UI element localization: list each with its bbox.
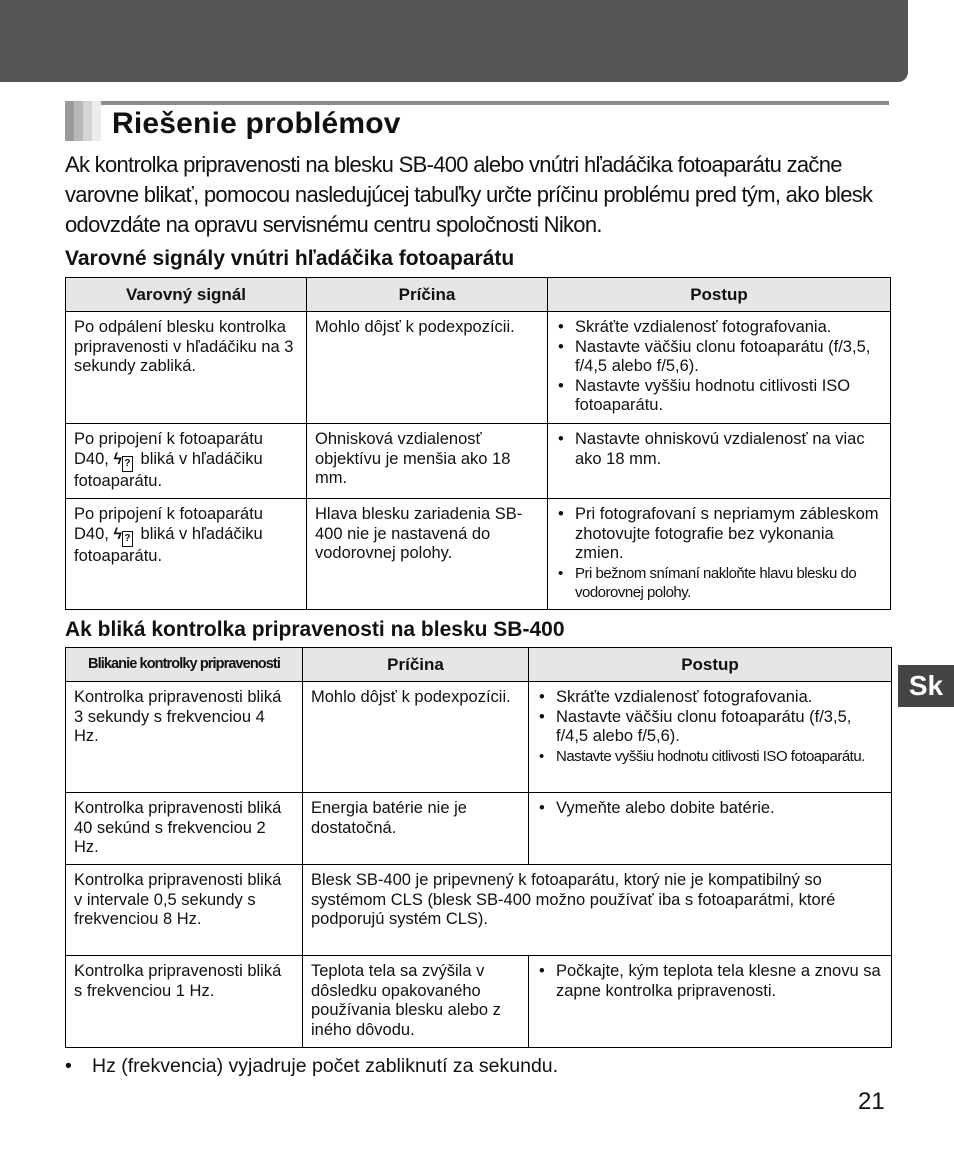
cause-cell: Hlava blesku zariadenia SB-400 nie je nastavená do vodorovnej polohy.: [307, 499, 548, 610]
action-cell: [548, 424, 891, 499]
footnote-text: Hz (frekvencia) vyjadruje počet zabliknutí za sekundu.: [92, 1055, 559, 1077]
signal-cell: [66, 499, 307, 610]
table-header-row: [66, 278, 891, 312]
table-row: [66, 424, 891, 499]
column-header: Príčina: [303, 648, 529, 682]
title-marker: [65, 101, 101, 141]
signal-cell: Kontrolka pripravenosti bliká s frekvenciou 1 Hz.: [66, 956, 303, 1048]
cause-cell: Ohnisková vzdialenosť objektívu je menšia ako 18 mm.: [307, 424, 548, 499]
column-header: Varovný signál: [66, 278, 307, 312]
signal-text: bliká v hľadáčiku fotoaparátu.: [74, 449, 263, 490]
signal-text: Po pripojení k fotoaparátu D40,: [74, 430, 263, 468]
language-tab: Sk: [898, 665, 954, 707]
signal-cell: [66, 424, 307, 499]
signal-text: bliká v hľadáčiku fotoaparátu.: [74, 524, 263, 565]
action-item: • Nastavte väčšiu clonu fotoaparátu (f/3,5, f/4,5 alebo f/5,6).: [556, 338, 882, 377]
section-title-flash: Ak bliká kontrolka pripravenosti na blesku SB-400: [65, 618, 565, 641]
action-cell: [529, 682, 892, 793]
table-row: [66, 956, 892, 1048]
table-row: [66, 312, 891, 424]
intro-paragraph: Ak kontrolka pripravenosti na blesku SB-400 alebo vnútri hľadáčika fotoaparátu začne varovne blikať, pomocou nasledujúcej tabuľky určte príčinu problému pred tým, ako blesk odovzdáte na opravu servisnému centru spoločnosti Nikon.: [65, 152, 873, 237]
page-number: 21: [858, 1088, 885, 1115]
flash-warning-icon: ?: [122, 531, 133, 547]
table-row: [66, 793, 892, 865]
action-item: • Počkajte, kým teplota tela klesne a znovu sa zapne kontrolka pripravenosti.: [537, 962, 883, 1001]
action-cell: [548, 312, 891, 424]
flash-warning-icon: ϟ: [113, 525, 122, 543]
column-header: Blikanie kontrolky pripravenosti: [66, 648, 303, 682]
footnote: [65, 1055, 558, 1078]
flash-ready-light-table: [65, 647, 892, 1048]
column-header: Postup: [529, 648, 892, 682]
title-rule: [65, 101, 889, 105]
table-header-row: [66, 648, 892, 682]
cause-cell: Mohlo dôjsť k podexpozícii.: [307, 312, 548, 424]
table-row: [66, 865, 892, 956]
cause-cell: Mohlo dôjsť k podexpozícii.: [303, 682, 529, 793]
action-item: • Skráťte vzdialenosť fotografovania.: [537, 688, 883, 708]
signal-cell: Kontrolka pripravenosti bliká v intervale 0,5 sekundy s frekvenciou 8 Hz.: [66, 865, 303, 956]
action-item: • Nastavte vyššiu hodnotu citlivosti ISO fotoaparátu.: [537, 747, 883, 766]
table-row: [66, 682, 892, 793]
action-cell: [548, 499, 891, 610]
action-item: • Vymeňte alebo dobite batérie.: [537, 799, 883, 819]
merged-cause-cell: Blesk SB-400 je pripevnený k fotoaparátu, ktorý nie je kompatibilný so systémom CLS (blesk SB-400 možno používať iba s fotoaparátmi, ktoré podporujú systém CLS).: [303, 865, 892, 956]
cause-cell: Energia batérie nie je dostatočná.: [303, 793, 529, 865]
viewfinder-warning-table: [65, 277, 891, 610]
signal-cell: Kontrolka pripravenosti bliká 40 sekúnd s frekvenciou 2 Hz.: [66, 793, 303, 865]
cause-cell: Teplota tela sa zvýšila v dôsledku opakovaného používania blesku alebo z iného dôvodu.: [303, 956, 529, 1048]
column-header: Príčina: [307, 278, 548, 312]
column-header: Postup: [548, 278, 891, 312]
action-item: • Skráťte vzdialenosť fotografovania.: [556, 318, 882, 338]
flash-warning-icon: ϟ: [113, 450, 122, 468]
signal-text: Po pripojení k fotoaparátu D40,: [74, 505, 263, 543]
signal-cell: Po odpálení blesku kontrolka pripravenosti v hľadáčiku na 3 sekundy zabliká.: [66, 312, 307, 424]
flash-warning-icon: ?: [122, 456, 133, 472]
table-row: [66, 499, 891, 610]
signal-cell: Kontrolka pripravenosti bliká 3 sekundy s frekvenciou 4 Hz.: [66, 682, 303, 793]
page-title: Riešenie problémov: [112, 107, 401, 140]
footnote-bullet: •: [65, 1055, 72, 1077]
action-item: • Nastavte ohniskovú vzdialenosť na viac ako 18 mm.: [556, 430, 882, 469]
section-title-viewfinder: Varovné signály vnútri hľadáčika fotoaparátu: [65, 247, 515, 270]
action-item: • Pri fotografovaní s nepriamym zábleskom zhotovujte fotografie bez vykonania zmien.: [556, 505, 882, 564]
action-item: • Pri bežnom snímaní nakloňte hlavu blesku do vodorovnej polohy.: [556, 564, 882, 602]
header-band: [0, 0, 908, 82]
action-item: • Nastavte väčšiu clonu fotoaparátu (f/3,5, f/4,5 alebo f/5,6).: [537, 708, 883, 747]
action-cell: [529, 793, 892, 865]
action-item: • Nastavte vyššiu hodnotu citlivosti ISO fotoaparátu.: [556, 377, 882, 416]
action-cell: [529, 956, 892, 1048]
